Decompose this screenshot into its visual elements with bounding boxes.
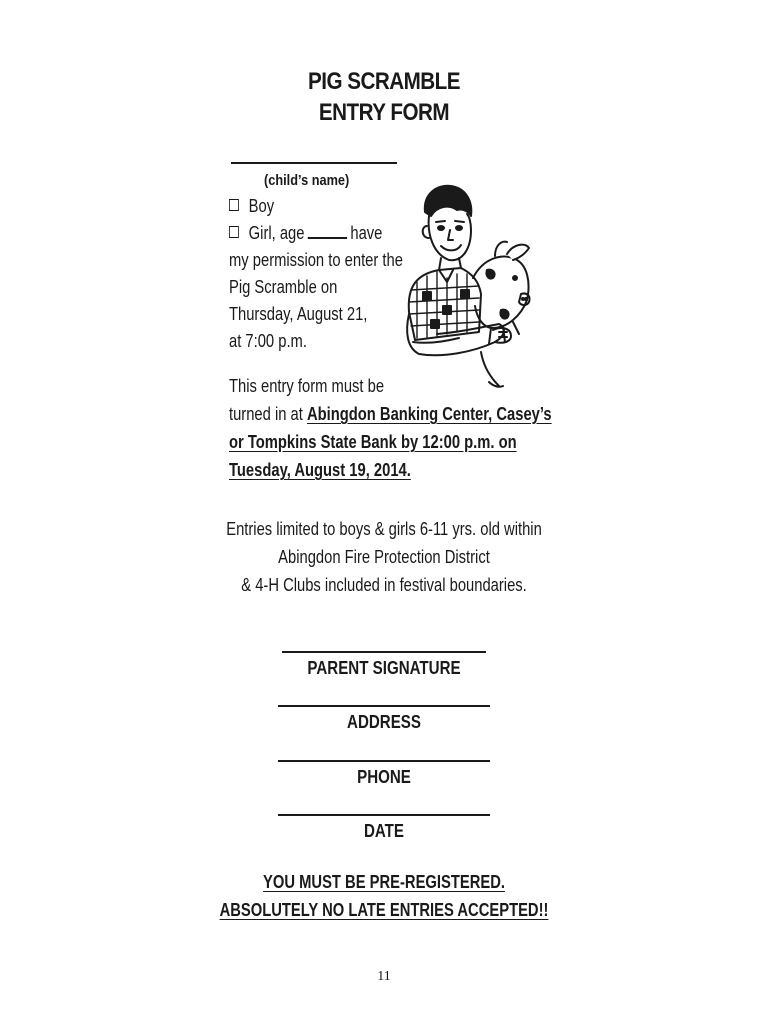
page-number: 11 <box>377 969 391 984</box>
permission-line: my permission to enter the <box>229 250 403 270</box>
eligibility-notice <box>0 515 768 599</box>
girl-checkbox[interactable] <box>229 226 239 238</box>
date-field[interactable] <box>278 814 490 816</box>
registration-warning <box>0 868 768 924</box>
turn-in-locations-cont: or Tompkins State Bank by 12:00 p.m. on <box>229 432 517 452</box>
child-name-field[interactable] <box>231 162 397 164</box>
girl-have-label: have <box>350 223 383 243</box>
turn-in-locations: Abingdon Banking Center, Casey’s <box>306 404 552 424</box>
option-boy <box>229 193 385 220</box>
entry-intro <box>229 193 403 355</box>
title-line-pig-scramble: PIG SCRAMBLE <box>307 68 461 95</box>
child-name-caption: (child’s name) <box>264 172 350 189</box>
address-block <box>0 705 768 733</box>
turn-in-line <box>229 456 552 484</box>
option-girl <box>229 220 385 247</box>
parent-signature-label: PARENT SIGNATURE <box>307 658 461 678</box>
date-block <box>0 814 768 842</box>
turn-in-deadline: Tuesday, August 19, 2014. <box>229 460 411 480</box>
form-title <box>54 66 714 128</box>
date-label: DATE <box>363 821 405 841</box>
no-late-entries-text: ABSOLUTELY NO LATE ENTRIES ACCEPTED!! <box>219 900 549 920</box>
parent-signature-block <box>0 651 768 679</box>
eligibility-line: Abingdon Fire Protection District <box>278 547 490 567</box>
turn-in-line: This entry form must be <box>229 376 385 396</box>
turn-in-line <box>229 400 552 428</box>
warning-line <box>69 868 699 896</box>
phone-field[interactable] <box>278 760 490 762</box>
permission-line: Pig Scramble on <box>229 277 338 297</box>
boy-holding-pig-illustration <box>403 182 535 390</box>
title-line-entry-form: ENTRY FORM <box>318 99 450 126</box>
phone-block <box>0 760 768 788</box>
parent-signature-field[interactable] <box>282 651 486 653</box>
turn-in-instructions <box>229 372 552 484</box>
pre-registered-text: YOU MUST BE PRE-REGISTERED. <box>263 872 505 892</box>
turn-in-line <box>229 428 552 456</box>
eligibility-line: & 4-H Clubs included in festival boundaries. <box>241 575 527 595</box>
address-label: ADDRESS <box>347 712 421 732</box>
permission-line: Thursday, August 21, <box>229 304 368 324</box>
warning-line <box>69 896 699 924</box>
turn-in-prefix: turned in at <box>229 404 307 424</box>
age-field[interactable] <box>308 222 347 239</box>
boy-checkbox[interactable] <box>229 199 239 211</box>
girl-label: Girl, age <box>248 223 305 243</box>
permission-line: at 7:00 p.m. <box>229 331 307 351</box>
phone-label: PHONE <box>357 767 411 787</box>
eligibility-line: Entries limited to boys & girls 6-11 yrs. old within <box>226 519 542 539</box>
address-field[interactable] <box>278 705 490 707</box>
boy-label: Boy <box>248 196 275 216</box>
